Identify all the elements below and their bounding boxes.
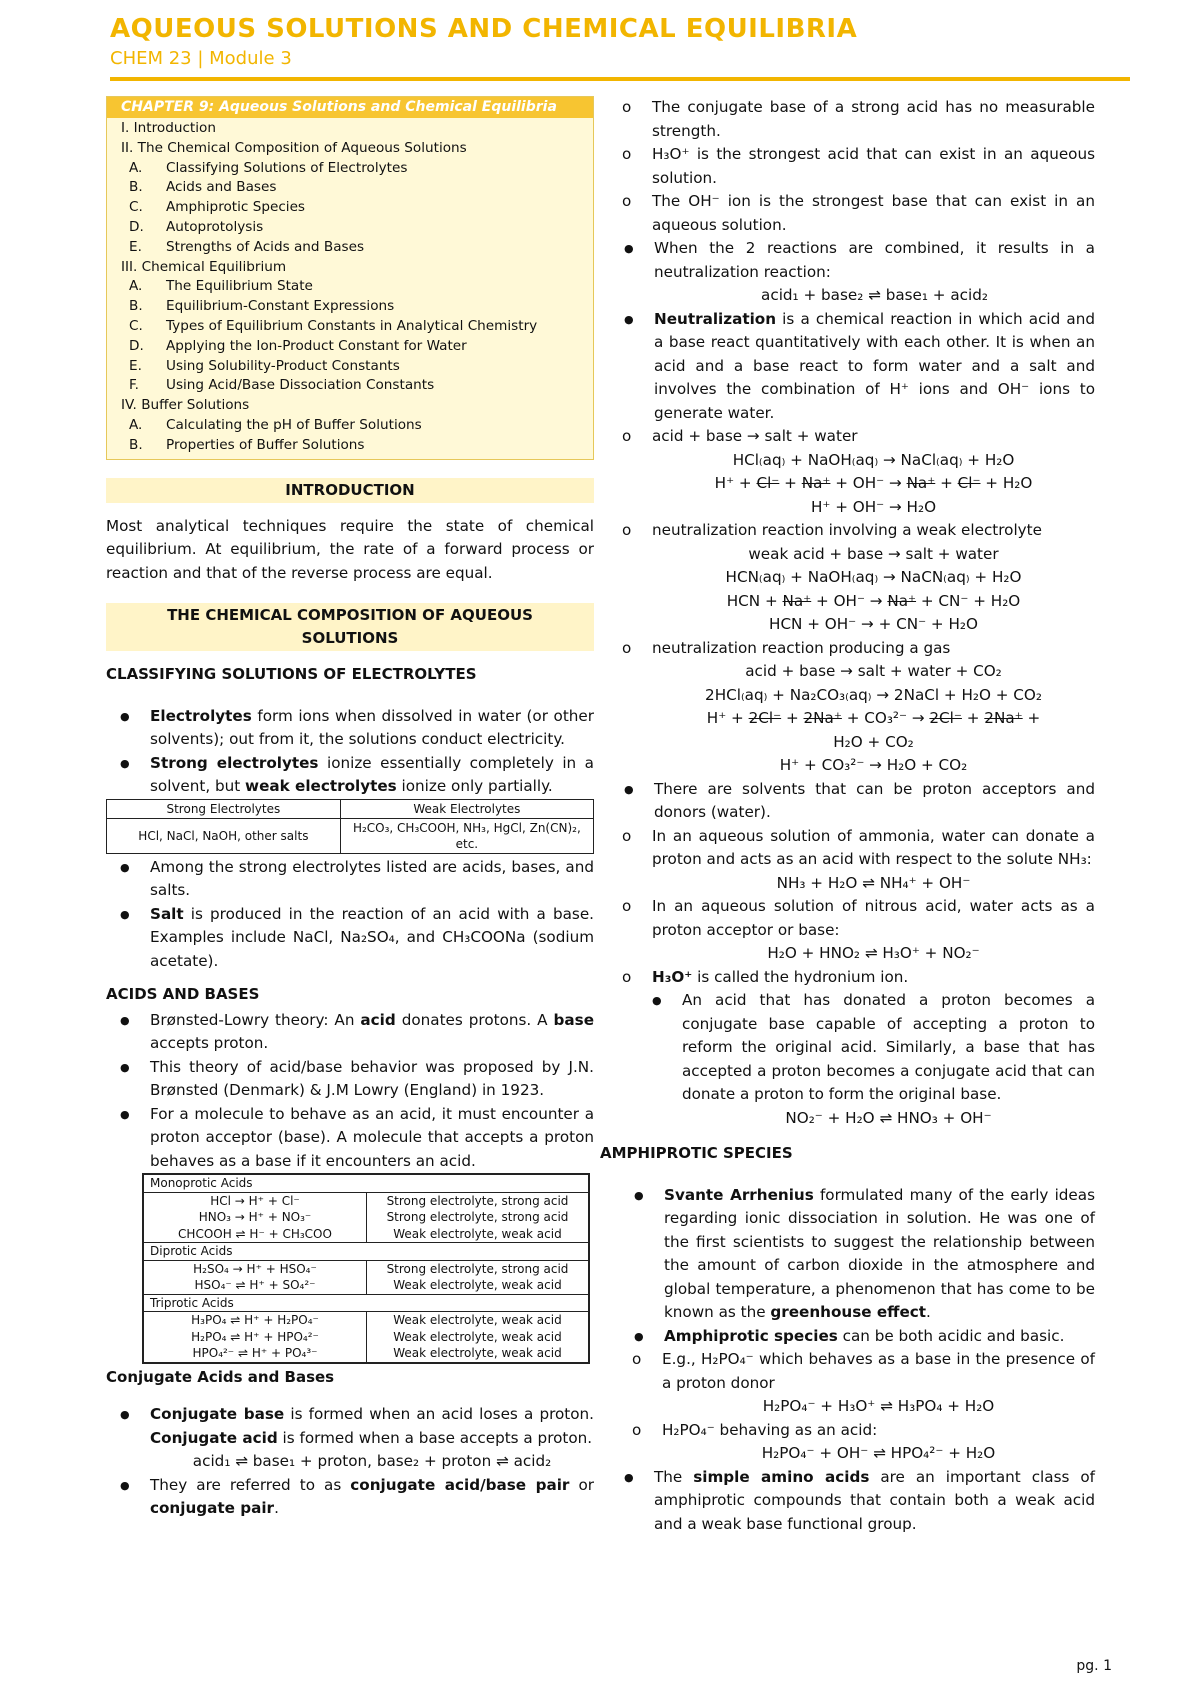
- term: Strong electrolytes: [150, 753, 319, 772]
- list-item: [620, 1325, 1095, 1349]
- sub-item: o The conjugate base of a strong acid has no measurable strength.: [610, 96, 1095, 143]
- eq-part: + CN⁻ + H₂O: [916, 591, 1021, 610]
- equation: [652, 707, 1095, 731]
- text: acid + base → salt + water: [652, 427, 858, 445]
- text: E.g., H₂PO₄⁻ which behaves as a base in the presence of a proton donor: [662, 1350, 1095, 1392]
- toc-list: [107, 118, 593, 459]
- header-rule: [110, 77, 1130, 81]
- equation: [652, 472, 1095, 496]
- sub-item: [610, 425, 1095, 519]
- list-item: [620, 1184, 1095, 1325]
- reaction: HCl → H⁺ + Cl⁻: [210, 1193, 300, 1208]
- term: Neutralization: [654, 309, 777, 328]
- toc-item: [121, 277, 579, 297]
- document-title: AQUEOUS SOLUTIONS AND CHEMICAL EQUILIBRIA: [110, 14, 858, 44]
- eq-part: + CO₃²⁻ →: [841, 709, 930, 727]
- classification: Weak electrolyte, weak acid: [393, 1329, 562, 1344]
- eq-part: H⁺ +: [706, 709, 749, 727]
- equation: H⁺ + CO₃²⁻ → H₂O + CO₂: [779, 756, 968, 774]
- cancelled-ion: 2Na⁺: [984, 709, 1023, 727]
- text: or: [569, 1475, 594, 1494]
- equation: H₂PO₄⁻ + H₃O⁺ ⇌ H₃PO₄ + H₂O: [762, 1397, 995, 1415]
- classification: Weak electrolyte, weak acid: [393, 1346, 562, 1361]
- cancelled-ion: Cl⁻: [756, 474, 780, 492]
- composition-heading: THE CHEMICAL COMPOSITION OF AQUEOUS SOLUTIONS: [106, 603, 594, 651]
- term: Svante Arrhenius: [664, 1185, 814, 1204]
- table-of-contents: [106, 96, 594, 460]
- toc-item-key: D.: [129, 337, 144, 354]
- term: base: [553, 1010, 595, 1029]
- list-item: [638, 989, 1095, 1130]
- classification: Strong electrolyte, strong acid: [386, 1261, 569, 1276]
- list-item: [610, 1466, 1095, 1537]
- electrolytes-table: [106, 799, 594, 854]
- text: is called the hydronium ion.: [692, 967, 909, 986]
- toc-item-key: A.: [129, 159, 143, 176]
- term: Amphiprotic species: [664, 1326, 838, 1345]
- toc-item: [121, 297, 579, 317]
- toc-item: I. Introduction: [121, 120, 216, 136]
- toc-item-key: E.: [129, 357, 142, 374]
- amphiprotic-heading: AMPHIPROTIC SPECIES: [600, 1144, 793, 1162]
- toc-item-label: Properties of Buffer Solutions: [166, 436, 365, 453]
- text: is a chemical reaction in which acid and a base react quantitatively with each other. It is when an acid and a base react to form water and a salt and involves the combination of H⁺ ions and OH⁻ ions to generate water.: [654, 309, 1095, 422]
- reaction: HPO₄²⁻ ⇌ H⁺ + PO₄³⁻: [192, 1346, 318, 1361]
- list-item: ● Among the strong electrolytes listed are acids, bases, and salts.: [106, 856, 594, 903]
- equation: HCN + OH⁻ → + CN⁻ + H₂O: [769, 615, 978, 633]
- equation: [652, 590, 1095, 614]
- eq-part: +: [1022, 709, 1041, 727]
- list-item: [106, 752, 594, 799]
- reaction: HNO₃ → H⁺ + NO₃⁻: [198, 1210, 312, 1225]
- toc-item-label: Applying the Ion-Product Constant for Water: [166, 337, 467, 354]
- group-label: Monoprotic Acids: [143, 1174, 589, 1192]
- toc-item-label: The Equilibrium State: [166, 278, 313, 295]
- right-column: [600, 96, 1095, 1536]
- table-header: Strong Electrolytes: [107, 799, 341, 818]
- toc-item: [121, 357, 579, 377]
- reaction: H₂SO₄ → H⁺ + HSO₄⁻: [193, 1261, 317, 1276]
- toc-item: [121, 416, 579, 436]
- reaction: HSO₄⁻ ⇌ H⁺ + SO₄²⁻: [194, 1278, 316, 1293]
- equation: H₂O + CO₂: [833, 732, 914, 751]
- cancelled-ion: Na⁺: [782, 591, 812, 610]
- toc-item-label: Types of Equilibrium Constants in Analytical Chemistry: [166, 317, 538, 334]
- classification: Strong electrolyte, strong acid: [386, 1210, 569, 1225]
- text: ionize essentially completely in a solvent, but: [150, 753, 594, 796]
- equation: H₂O + HNO₂ ⇌ H₃O⁺ + NO₂⁻: [767, 944, 980, 962]
- cancelled-ion: Cl⁻: [957, 474, 981, 492]
- conjugate-heading: Conjugate Acids and Bases: [106, 1367, 335, 1386]
- term: H₃O⁺: [652, 967, 693, 986]
- acids-table: [142, 1173, 590, 1364]
- list-item: [106, 1403, 594, 1474]
- toc-item-key: F.: [129, 377, 139, 394]
- eq-part: + OH⁻ →: [811, 591, 888, 610]
- toc-item-key: B.: [129, 298, 143, 315]
- toc-item-key: D.: [129, 218, 144, 235]
- toc-item: [121, 218, 579, 238]
- cancelled-ion: Na⁺: [801, 474, 831, 492]
- text: In an aqueous solution of ammonia, water can donate a proton and acts as an acid with respect to the solute NH₃:: [652, 826, 1095, 868]
- equation: H⁺ + OH⁻ → H₂O: [810, 497, 937, 516]
- toc-item: II. The Chemical Composition of Aqueous Solutions: [121, 139, 467, 156]
- toc-item: IV. Buffer Solutions: [121, 397, 250, 414]
- text: is produced in the reaction of an acid with a base. Examples include NaCl, Na₂SO₄, and CH₃COONa (sodium acetate).: [150, 904, 594, 970]
- toc-item: [121, 238, 579, 258]
- toc-item-key: B.: [129, 436, 143, 453]
- list-item: ● There are solvents that can be proton acceptors and donors (water).: [610, 778, 1095, 825]
- toc-item-key: C.: [129, 317, 143, 334]
- cancelled-ion: Na⁺: [906, 474, 936, 492]
- list-item: [106, 705, 594, 752]
- equation: weak acid + base → salt + water: [748, 544, 999, 563]
- equation: HCl₍aq₎ + NaOH₍aq₎ → NaCl₍aq₎ + H₂O: [732, 450, 1015, 469]
- term: Conjugate acid: [150, 1428, 278, 1447]
- acids-heading: ACIDS AND BASES: [106, 985, 260, 1004]
- toc-item: [121, 436, 579, 456]
- term: weak electrolytes: [245, 777, 397, 796]
- list-item: ● This theory of acid/base behavior was proposed by J.N. Brønsted (Denmark) & J.M Lowry (England) in 1923.: [106, 1056, 594, 1103]
- equation: H₂PO₄⁻ + OH⁻ ⇌ HPO₄²⁻ + H₂O: [761, 1444, 996, 1462]
- eq-part: +: [935, 474, 958, 492]
- list-item: [106, 1009, 594, 1056]
- text: H₂PO₄⁻ behaving as an acid:: [662, 1420, 878, 1439]
- reaction: H₃PO₄ ⇌ H⁺ + H₂PO₄⁻: [191, 1313, 319, 1328]
- toc-item-key: C.: [129, 199, 143, 216]
- list-item: [106, 903, 594, 974]
- term: acid: [360, 1010, 396, 1029]
- text: is formed when an acid loses a proton.: [284, 1405, 594, 1424]
- term: conjugate acid/base pair: [350, 1475, 570, 1494]
- text: When the 2 reactions are combined, it results in a neutralization reaction:: [654, 239, 1095, 281]
- toc-item-key: B.: [129, 179, 143, 196]
- cancelled-ion: 2Cl⁻: [929, 709, 962, 727]
- term: Electrolytes: [150, 706, 252, 725]
- text: is formed when a base accepts a proton.: [277, 1428, 593, 1447]
- table-cell: H₂CO₃, CH₃COOH, NH₃, HgCl, Zn(CN)₂, etc.: [340, 818, 593, 853]
- text: Brønsted-Lowry theory: An: [150, 1010, 361, 1029]
- eq-part: +: [961, 709, 985, 727]
- classification: Weak electrolyte, weak acid: [393, 1313, 562, 1328]
- text: .: [926, 1303, 931, 1321]
- sub-item: [610, 966, 1095, 990]
- toc-item-label: Acids and Bases: [166, 179, 277, 196]
- sub-item: o The OH⁻ ion is the strongest base that can exist in an aqueous solution.: [610, 190, 1095, 237]
- text: They are referred to as: [150, 1475, 351, 1494]
- toc-item-label: Calculating the pH of Buffer Solutions: [166, 416, 422, 433]
- reaction: H₂PO₄ ⇌ H⁺ + HPO₄²⁻: [191, 1329, 319, 1344]
- toc-item-key: A.: [129, 278, 143, 295]
- group-label: Diprotic Acids: [143, 1243, 589, 1261]
- classification: Weak electrolyte, weak acid: [393, 1226, 562, 1241]
- sub-item: [610, 895, 1095, 966]
- toc-item-key: A.: [129, 416, 143, 433]
- text: .: [274, 1499, 279, 1518]
- text: An acid that has donated a proton becomes a conjugate base capable of accepting a proton to reform the original acid. Similarly, a base that has accepted a proton becomes a conjugate acid that can donate a proton to form the original base.: [682, 991, 1095, 1103]
- toc-item: [121, 317, 579, 337]
- toc-item: III. Chemical Equilibrium: [121, 258, 287, 275]
- toc-item-label: Using Acid/Base Dissociation Constants: [166, 377, 435, 394]
- toc-item-label: Amphiprotic Species: [166, 199, 306, 216]
- text: accepts proton.: [150, 1034, 269, 1053]
- text: neutralization reaction producing a gas: [652, 638, 951, 657]
- cancelled-ion: Na⁺: [887, 591, 917, 610]
- eq-part: HCN +: [726, 591, 783, 610]
- left-column: [106, 96, 594, 1521]
- table-cell: HCl, NaCl, NaOH, other salts: [107, 818, 341, 853]
- term: greenhouse effect: [770, 1303, 927, 1321]
- text: formulated many of the early ideas regarding ionic dissociation in solution. He was one of the first scientists to suggest the relationship between the amount of carbon dioxide in the atmosphere and global temperature, a phenomenon that has come to be known as the: [664, 1185, 1095, 1321]
- equation: NH₃ + H₂O ⇌ NH₄⁺ + OH⁻: [776, 873, 971, 892]
- table-header: Weak Electrolytes: [340, 799, 593, 818]
- term: simple amino acids: [693, 1467, 870, 1486]
- text: The: [654, 1467, 694, 1486]
- text: form ions when dissolved in water (or other solvents); out from it, the solutions conduct electricity.: [150, 706, 594, 749]
- toc-item: [121, 337, 579, 357]
- sub-item: [610, 637, 1095, 778]
- eq-part: + OH⁻ →: [830, 474, 907, 492]
- sub-item: [610, 519, 1095, 637]
- classifying-heading: CLASSIFYING SOLUTIONS OF ELECTROLYTES: [106, 665, 477, 684]
- equation: acid + base → salt + water + CO₂: [745, 662, 1002, 680]
- eq-part: +: [779, 474, 802, 492]
- toc-item-key: E.: [129, 238, 142, 255]
- toc-item-label: Equilibrium-Constant Expressions: [166, 298, 395, 315]
- toc-item-label: Classifying Solutions of Electrolytes: [166, 159, 408, 176]
- equation: acid₁ + base₂ ⇌ base₁ + acid₂: [761, 286, 988, 304]
- equation: NO₂⁻ + H₂O ⇌ HNO₃ + OH⁻: [785, 1108, 992, 1127]
- term: Salt: [150, 904, 184, 923]
- sub-item: [620, 1419, 1095, 1466]
- equation: 2HCl₍aq₎ + Na₂CO₃₍aq₎ → 2NaCl + H₂O + CO₂: [705, 685, 1042, 704]
- equation: HCN₍aq₎ + NaOH₍aq₎ → NaCN₍aq₎ + H₂O: [725, 568, 1022, 586]
- document-subtitle: CHEM 23 | Module 3: [110, 48, 292, 69]
- equation: acid₁ ⇌ base₁ + proton, base₂ + proton ⇌ acid₂: [192, 1452, 552, 1471]
- sub-item: [610, 825, 1095, 896]
- text: donates protons. A: [395, 1010, 554, 1029]
- classification: Strong electrolyte, strong acid: [386, 1193, 569, 1208]
- list-item: [610, 308, 1095, 426]
- term: conjugate pair: [150, 1499, 275, 1518]
- intro-heading: INTRODUCTION: [106, 478, 594, 503]
- text: are an important class of amphiprotic compounds that contain both a weak acid and a weak base functional group.: [654, 1467, 1095, 1533]
- group-label: Triprotic Acids: [143, 1294, 589, 1312]
- toc-item-label: Using Solubility-Product Constants: [166, 357, 400, 374]
- list-item: [106, 1474, 594, 1521]
- sub-item: [620, 1348, 1095, 1419]
- toc-item: [121, 376, 579, 396]
- eq-part: + H₂O: [980, 474, 1033, 492]
- text: ionize only partially.: [396, 777, 553, 796]
- classification: Weak electrolyte, weak acid: [393, 1278, 562, 1293]
- toc-item: [121, 178, 579, 198]
- sub-item: o H₃O⁺ is the strongest acid that can exist in an aqueous solution.: [610, 143, 1095, 190]
- reaction: CHCOOH ⇌ H⁻ + CH₃COO: [178, 1226, 332, 1241]
- toc-heading: CHAPTER 9: Aqueous Solutions and Chemical Equilibria: [107, 97, 593, 118]
- cancelled-ion: 2Na⁺: [803, 709, 842, 727]
- cancelled-ion: 2Cl⁻: [748, 709, 782, 727]
- text: In an aqueous solution of nitrous acid, water acts as a proton acceptor or base:: [652, 897, 1095, 939]
- toc-item-label: Autoprotolysis: [166, 218, 264, 235]
- toc-item: [121, 198, 579, 218]
- intro-text: Most analytical techniques require the state of chemical equilibrium. At equilibrium, the rate of a forward process or reaction and that of the reverse process are equal.: [106, 516, 594, 582]
- toc-item: [121, 159, 579, 179]
- toc-item-label: Strengths of Acids and Bases: [166, 238, 365, 255]
- list-item: [610, 237, 1095, 308]
- eq-part: +: [781, 709, 804, 727]
- text: can be both acidic and basic.: [837, 1326, 1065, 1345]
- page-number: pg. 1: [1076, 1658, 1112, 1674]
- list-item: ● For a molecule to behave as an acid, it must encounter a proton acceptor (base). A molecule that accepts a proton behaves as a base if it encounters an acid.: [106, 1103, 594, 1174]
- term: Conjugate base: [150, 1405, 285, 1424]
- text: neutralization reaction involving a weak electrolyte: [652, 521, 1042, 539]
- eq-part: H⁺ +: [714, 474, 757, 492]
